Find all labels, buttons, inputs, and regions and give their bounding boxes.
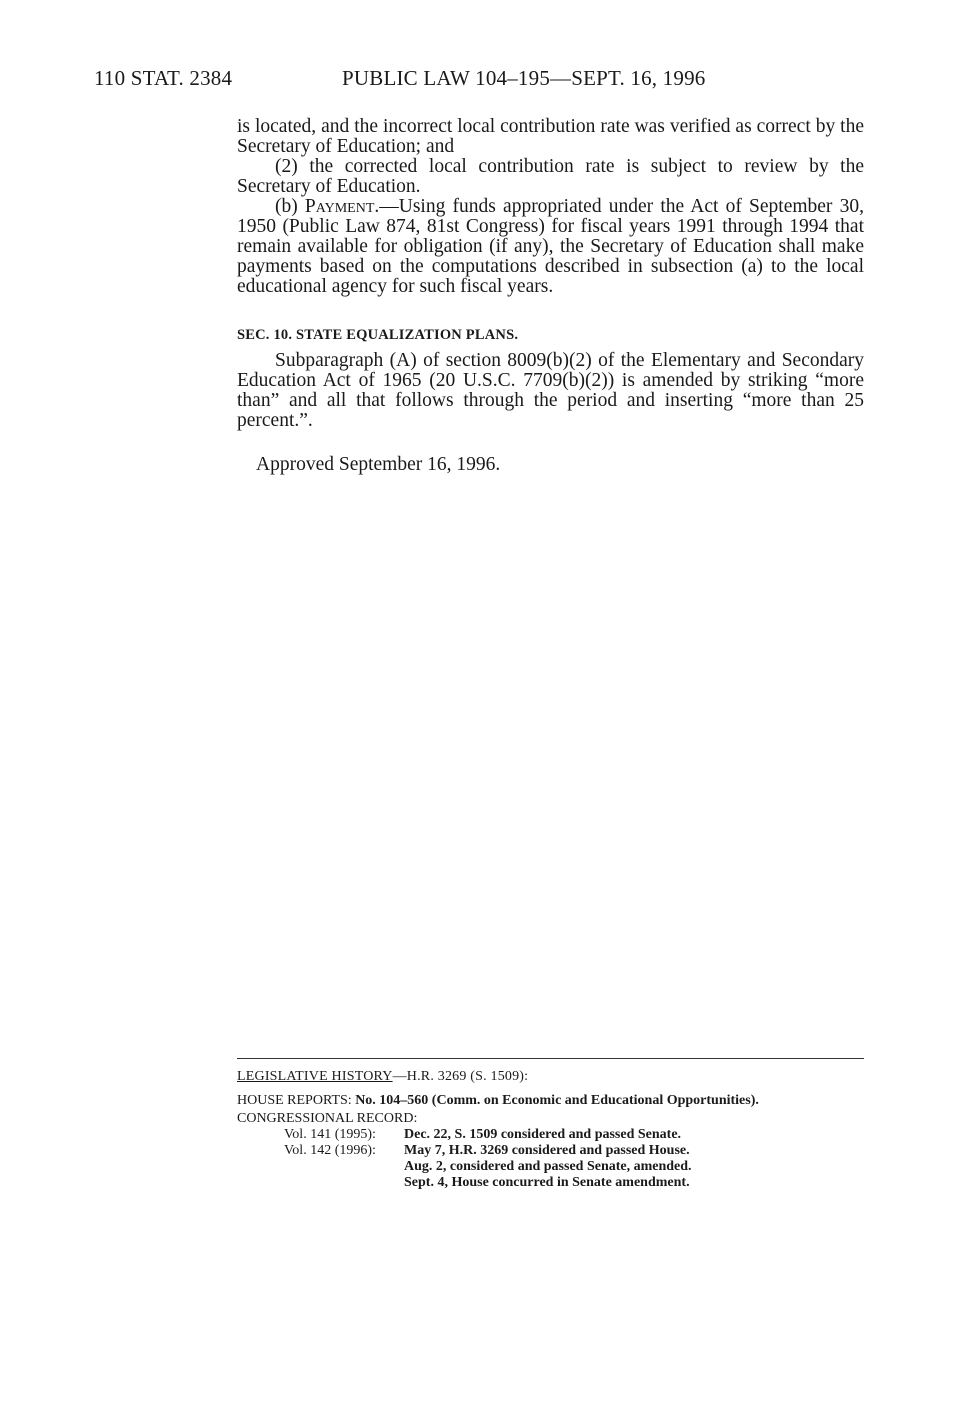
paragraph-continuation: is located, and the incorrect local contribution rate was verified as correct by the Secretary of Education; and [237, 116, 864, 157]
public-law-citation: PUBLIC LAW 104–195—SEPT. 16, 1996 [342, 66, 706, 90]
volume-entries [404, 1127, 864, 1143]
payment-text: .—Using funds appropriated under the Act of September 30, 1950 (Public Law 874, 81st Congress) for fiscal years 1991 through 1994 that remain available for obligation (if any), the Secretary of Education shall make payments based on the computations described in subsection (a) to the local educational agency for such fiscal years. [237, 196, 864, 297]
history-title-rest: —H.R. 3269 (S. 1509): [392, 1069, 529, 1084]
volume-entry: Sept. 4, House concurred in Senate amendment. [404, 1175, 690, 1190]
approval-date: Approved September 16, 1996. [256, 454, 501, 475]
paragraph-item-2: (2) the corrected local contribution rate is subject to review by the Secretary of Education. [237, 156, 864, 197]
volume-row [237, 1143, 864, 1191]
payment-label: Payment [304, 196, 375, 217]
volume-entry: Dec. 22, S. 1509 considered and passed Senate. [404, 1127, 682, 1142]
paragraph-payment [237, 197, 864, 297]
house-reports-label: HOUSE REPORTS: [237, 1093, 352, 1108]
legislative-history [237, 1069, 864, 1191]
page-header [94, 66, 864, 96]
history-title [237, 1069, 864, 1085]
stat-citation: 110 STAT. 2384 [94, 66, 233, 90]
footnote-divider [237, 1058, 864, 1059]
volume-entries [404, 1143, 864, 1191]
volume-entry: May 7, H.R. 3269 considered and passed House. [404, 1143, 690, 1158]
section-heading: SEC. 10. STATE EQUALIZATION PLANS. [237, 327, 519, 343]
history-title-label: LEGISLATIVE HISTORY [237, 1069, 393, 1084]
house-reports [237, 1093, 864, 1109]
paragraph-section-10: Subparagraph (A) of section 8009(b)(2) of the Elementary and Secondary Education Act of 1965 (20 U.S.C. 7709(b)(2)) is amended by striking “more than” and all that follows through the period and inserting “more than 25 percent.”. [237, 350, 864, 431]
volume-row [237, 1127, 864, 1143]
volume-label: Vol. 142 (1996): [284, 1143, 376, 1158]
payment-lead: (b) [275, 196, 305, 217]
house-reports-text: No. 104–560 (Comm. on Economic and Educational Opportunities). [355, 1093, 759, 1108]
volume-label: Vol. 141 (1995): [284, 1127, 376, 1142]
volume-entry: Aug. 2, considered and passed Senate, amended. [404, 1159, 692, 1174]
congressional-record-label: CONGRESSIONAL RECORD: [237, 1111, 418, 1126]
